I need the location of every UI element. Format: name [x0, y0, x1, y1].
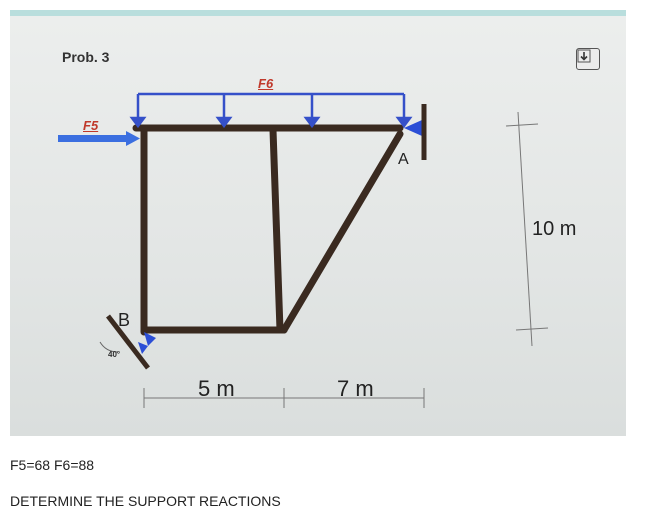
problem-figure: [10, 10, 626, 436]
point-load-f5: [58, 131, 140, 146]
instruction-text: DETERMINE THE SUPPORT REACTIONS: [10, 493, 281, 509]
support-label-a: A: [398, 151, 409, 168]
horizontal-dimension-line: [144, 388, 424, 408]
dimension-label-10m: 10 m: [532, 218, 577, 240]
problem-title: Prob. 3: [62, 49, 110, 65]
force-label-f5: F5: [83, 118, 99, 133]
angle-label: 40°: [108, 350, 121, 359]
dimension-label-7m: 7 m: [337, 376, 374, 401]
diagonal-member: [284, 134, 400, 330]
force-label-f6: F6: [258, 76, 274, 91]
distributed-load-f6: [132, 94, 410, 126]
dimension-label-5m: 5 m: [198, 376, 235, 401]
support-label-b: B: [118, 310, 131, 330]
expand-arrow-icon[interactable]: [576, 48, 600, 70]
given-values-text: F5=68 F6=88: [10, 457, 95, 473]
frame-members: [136, 128, 400, 332]
middle-column-member: [273, 130, 280, 330]
